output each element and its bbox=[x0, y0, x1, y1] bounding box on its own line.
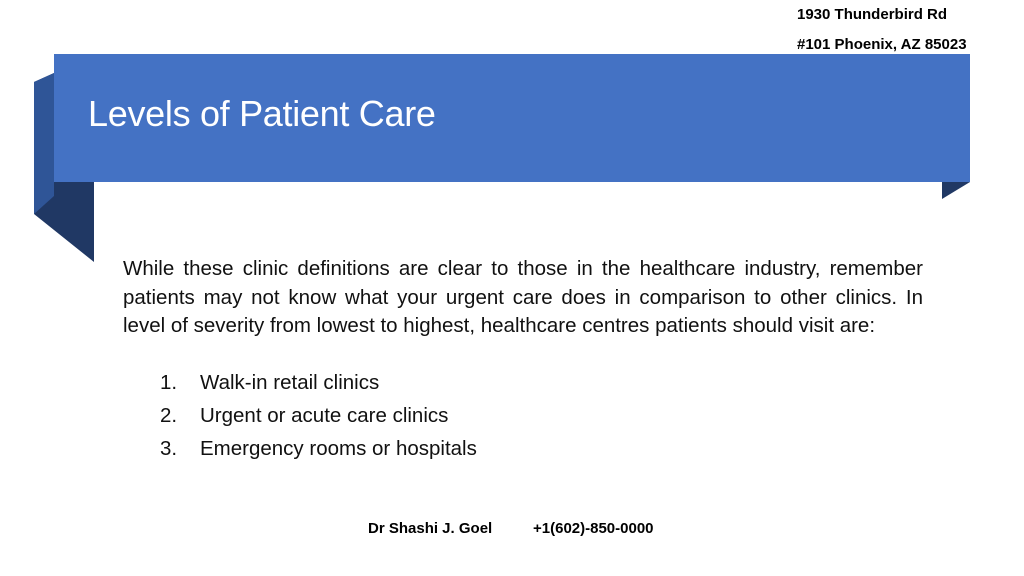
list-item bbox=[123, 402, 823, 435]
list-item-number: 3. bbox=[160, 437, 178, 460]
body-paragraph: While these clinic definitions are clear to those in the healthcare industry, remember patients may not know what your urgent care does in comparison to other clinics. In level of severity from lowest to highest, healthcare centres patients should visit are: bbox=[123, 257, 923, 337]
list-item-number: 1. bbox=[160, 371, 178, 394]
list-item-text: Walk-in retail clinics bbox=[200, 371, 380, 394]
address-line-2: #101 Phoenix, AZ 85023 bbox=[797, 36, 967, 53]
list-item-number: 2. bbox=[160, 404, 178, 427]
list-item bbox=[123, 435, 823, 468]
severity-list bbox=[123, 369, 823, 468]
list-item-text: Emergency rooms or hospitals bbox=[200, 437, 477, 460]
left-fold-face bbox=[34, 73, 54, 214]
slide-title: Levels of Patient Care bbox=[88, 93, 436, 134]
footer-phone-number: +1(602)-850-0000 bbox=[533, 520, 654, 537]
list-item-text: Urgent or acute care clinics bbox=[200, 404, 449, 427]
right-fold bbox=[942, 182, 970, 199]
list-item bbox=[123, 369, 823, 402]
address-line-1: 1930 Thunderbird Rd bbox=[797, 6, 948, 23]
footer-doctor-name: Dr Shashi J. Goel bbox=[368, 520, 493, 537]
